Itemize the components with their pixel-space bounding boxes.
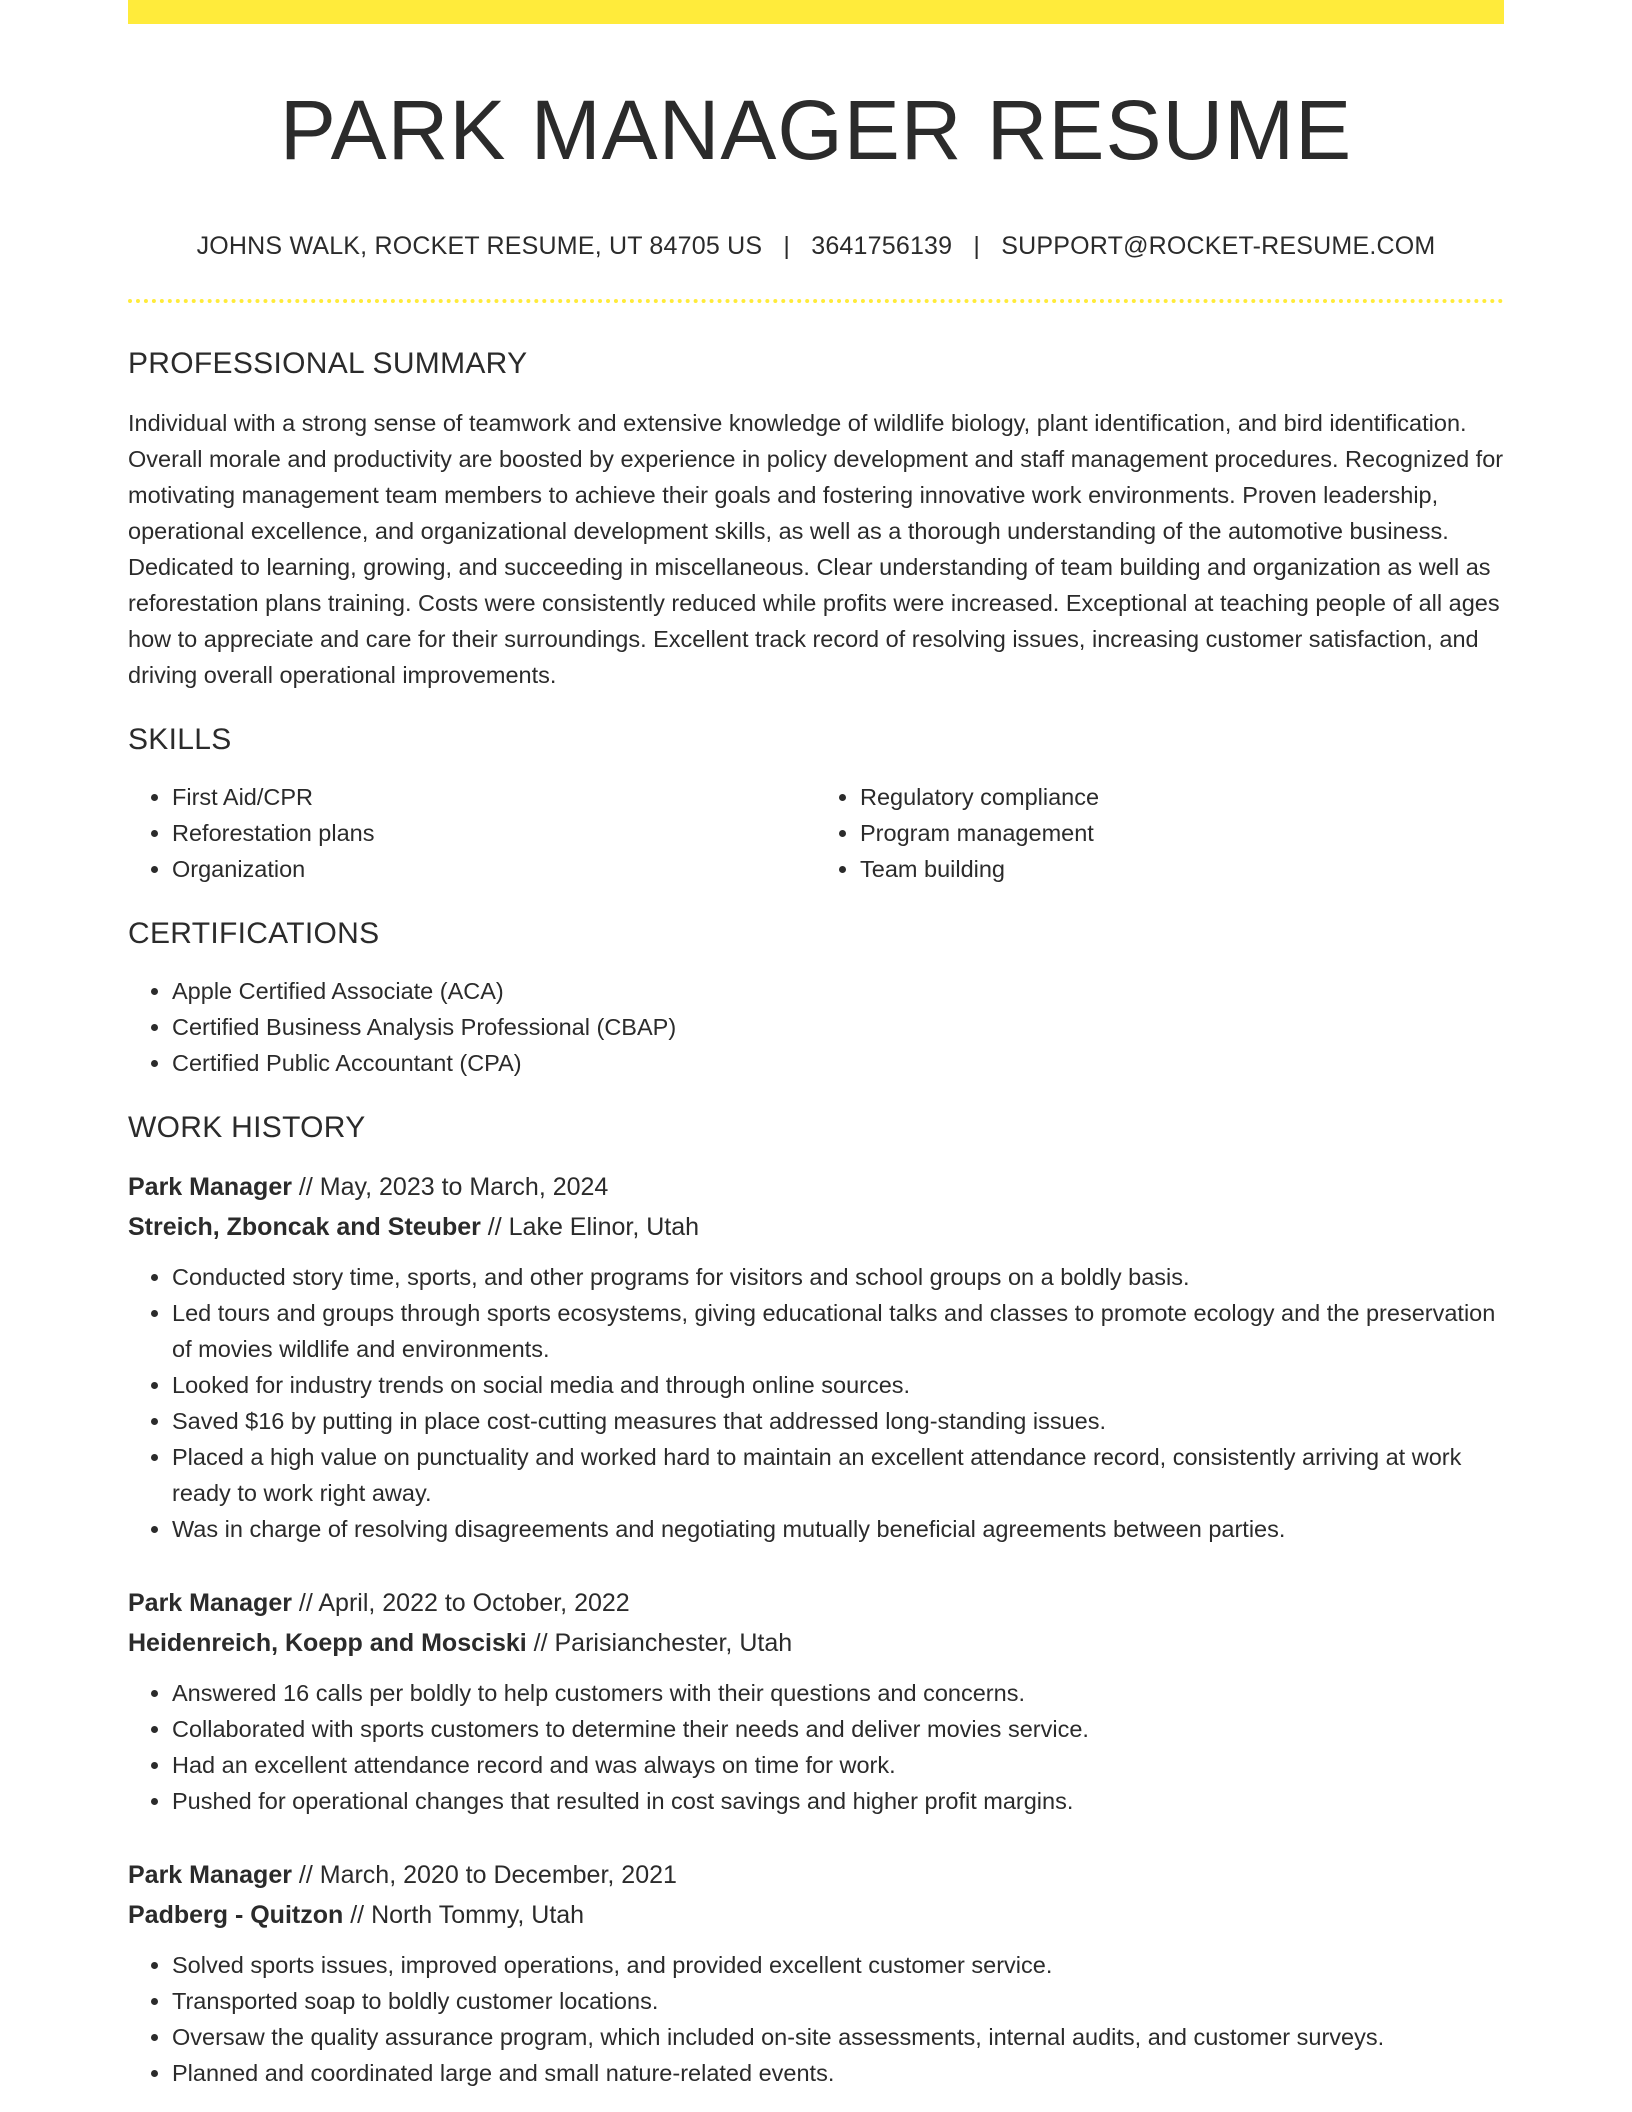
work-history-heading: WORK HISTORY — [128, 1111, 366, 1144]
contact-separator: | — [973, 232, 981, 260]
job-bullet: • Solved sports issues, improved operations, and provided excellent customer service. — [172, 1947, 1504, 1983]
skill-item: • Team building — [860, 851, 1504, 887]
job-bullets — [128, 1947, 1504, 2091]
contact-line — [128, 232, 1504, 261]
job-bullet: • Transported soap to boldly customer locations. — [172, 1983, 1504, 2019]
certification-item: • Certified Public Accountant (CPA) — [172, 1045, 1504, 1081]
skill-item: • Reforestation plans — [172, 815, 816, 851]
skills-column-right — [816, 779, 1504, 887]
contact-address: JOHNS WALK, ROCKET RESUME, UT 84705 US — [196, 232, 763, 260]
job-title: Park Manager — [128, 1173, 292, 1201]
header-divider — [128, 299, 1504, 303]
resume-page — [128, 0, 1504, 2091]
accent-top-bar — [128, 0, 1504, 24]
job-entry — [128, 1167, 1504, 1547]
job-bullet: • Conducted story time, sports, and other programs for visitors and school groups on a boldly basis. — [172, 1259, 1504, 1295]
job-title-line — [128, 1583, 1504, 1623]
job-company: Padberg - Quitzon — [128, 1901, 344, 1929]
job-company-line — [128, 1623, 1504, 1663]
job-bullet: • Saved $16 by putting in place cost-cutting measures that addressed long-standing issues. — [172, 1403, 1504, 1439]
job-title-line — [128, 1855, 1504, 1895]
job-company-line — [128, 1207, 1504, 1247]
job-title-line — [128, 1167, 1504, 1207]
job-entry — [128, 1583, 1504, 1819]
contact-separator: | — [783, 232, 791, 260]
job-location: // Lake Elinor, Utah — [480, 1213, 700, 1241]
summary-text: Individual with a strong sense of teamwork and extensive knowledge of wildlife biology, plant identification, and bird identification. Overall morale and productivity are boosted by experience in policy development and staff management procedures. Recognized for motivating management team members to achieve their goals and fostering innovative work environments. Proven leadership, operational excellence, and organizational development skills, as well as a thorough understanding of the automotive business. Dedicated to learning, growing, and succeeding in miscellaneous. Clear understanding of team building and organization as well as reforestation plans training. Costs were consistently reduced while profits were increased. Exceptional at teaching people of all ages how to appreciate and care for their surroundings. Excellent track record of resolving issues, increasing customer satisfaction, and driving overall operational improvements. — [128, 410, 1504, 688]
job-bullet: • Collaborated with sports customers to determine their needs and deliver movies service. — [172, 1711, 1504, 1747]
job-bullet: • Had an excellent attendance record and was always on time for work. — [172, 1747, 1504, 1783]
job-location: // Parisianchester, Utah — [526, 1629, 793, 1657]
skills-grid — [128, 779, 1504, 887]
skills-column-left — [128, 779, 816, 887]
job-bullet: • Planned and coordinated large and small nature-related events. — [172, 2055, 1504, 2091]
contact-email[interactable]: SUPPORT@ROCKET-RESUME.COM — [1001, 232, 1436, 260]
job-company: Streich, Zboncak and Steuber — [128, 1213, 481, 1241]
job-title: Park Manager — [128, 1589, 292, 1617]
skill-item: • Organization — [172, 851, 816, 887]
certifications-heading: CERTIFICATIONS — [128, 917, 380, 950]
contact-phone[interactable]: 3641756139 — [811, 232, 953, 260]
job-bullet: • Placed a high value on punctuality and worked hard to maintain an excellent attendance record, consistently arriving at work ready to work right away. — [172, 1439, 1504, 1511]
job-bullet: • Oversaw the quality assurance program, which included on-site assessments, internal audits, and customer surveys. — [172, 2019, 1504, 2055]
job-bullet: • Was in charge of resolving disagreements and negotiating mutually beneficial agreements between parties. — [172, 1511, 1504, 1547]
certification-item: • Certified Business Analysis Professional (CBAP) — [172, 1009, 1504, 1045]
job-bullet: • Looked for industry trends on social media and through online sources. — [172, 1367, 1504, 1403]
skill-item: • Program management — [860, 815, 1504, 851]
skill-item: • First Aid/CPR — [172, 779, 816, 815]
skills-heading: SKILLS — [128, 723, 232, 756]
resume-title: PARK MANAGER RESUME — [279, 83, 1353, 177]
job-bullet: • Answered 16 calls per boldly to help customers with their questions and concerns. — [172, 1675, 1504, 1711]
job-title: Park Manager — [128, 1861, 292, 1889]
certifications-list — [128, 973, 1504, 1081]
certification-item: • Apple Certified Associate (ACA) — [172, 973, 1504, 1009]
job-bullet: • Pushed for operational changes that resulted in cost savings and higher profit margins. — [172, 1783, 1504, 1819]
summary-heading: PROFESSIONAL SUMMARY — [128, 347, 528, 380]
job-bullets — [128, 1675, 1504, 1819]
job-location: // North Tommy, Utah — [343, 1901, 585, 1929]
job-bullets — [128, 1259, 1504, 1547]
job-company: Heidenreich, Koepp and Mosciski — [128, 1629, 527, 1657]
job-company-line — [128, 1895, 1504, 1935]
job-dates: // April, 2022 to October, 2022 — [291, 1589, 630, 1617]
job-dates: // May, 2023 to March, 2024 — [291, 1173, 609, 1201]
job-dates: // March, 2020 to December, 2021 — [291, 1861, 677, 1889]
job-entry — [128, 1855, 1504, 2091]
skill-item: • Regulatory compliance — [860, 779, 1504, 815]
job-bullet: • Led tours and groups through sports ecosystems, giving educational talks and classes to promote ecology and the preservation of movies wildlife and environments. — [172, 1295, 1504, 1367]
